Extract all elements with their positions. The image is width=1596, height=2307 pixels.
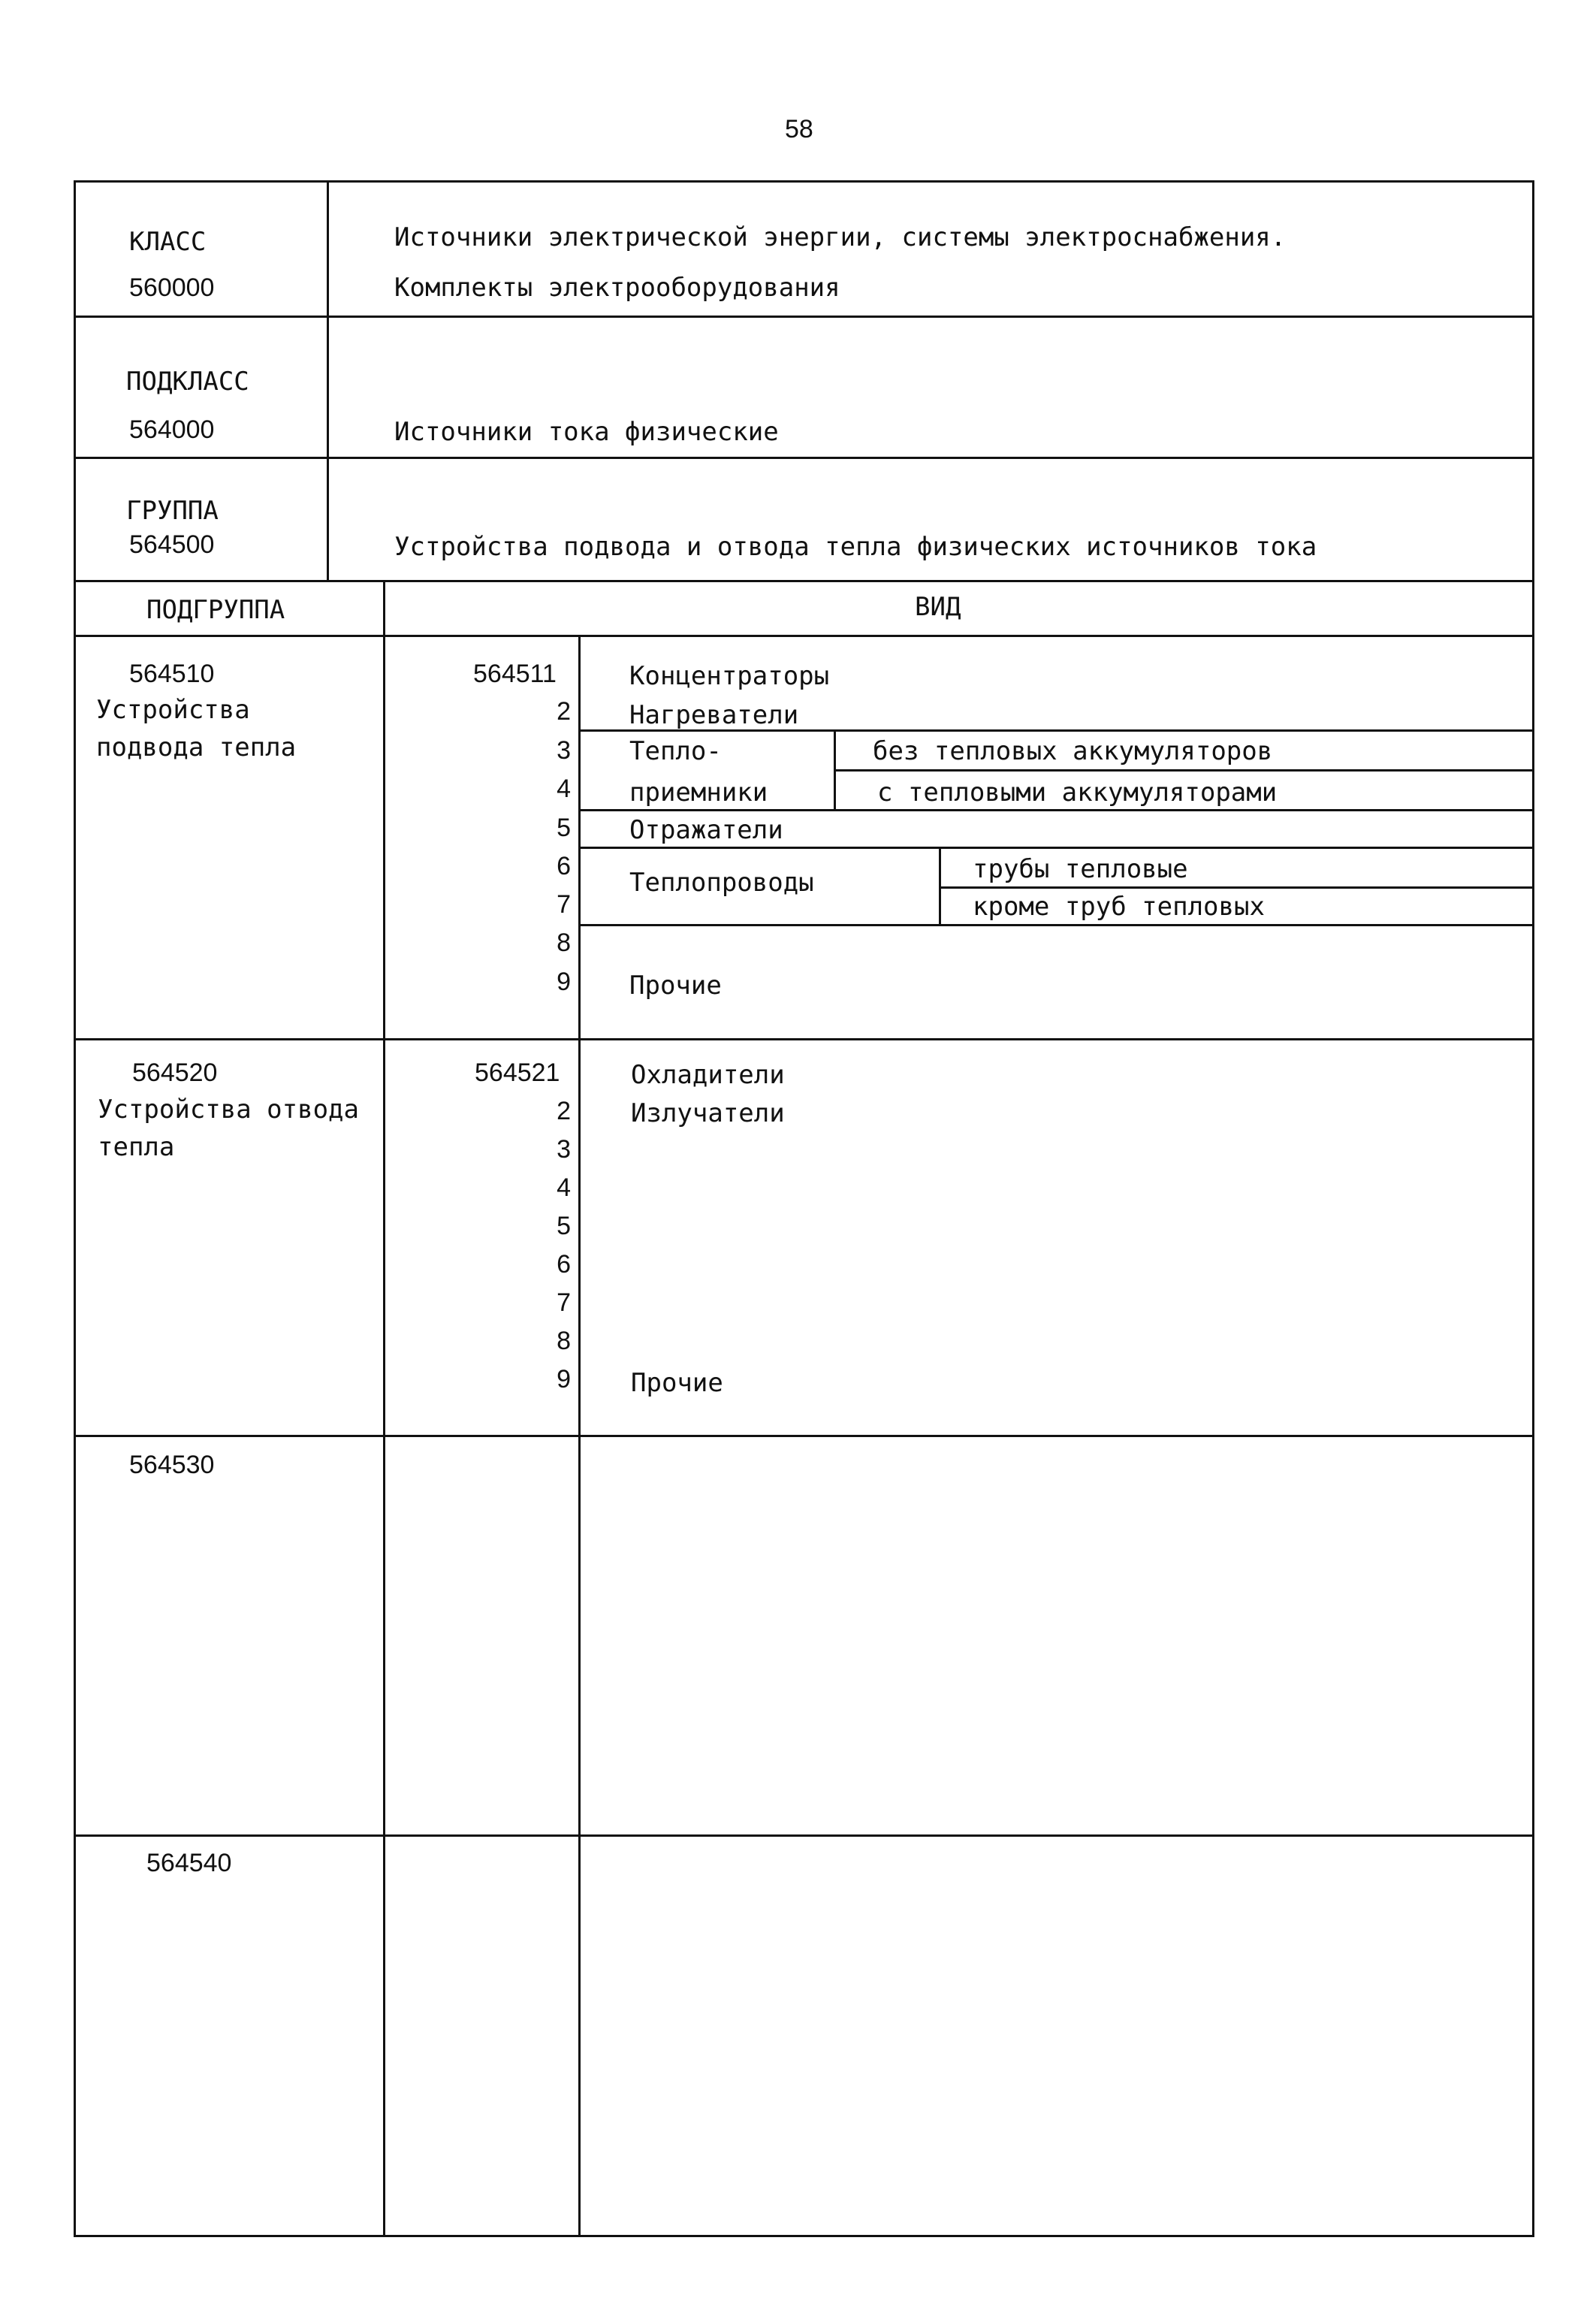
sub2-num: 9 bbox=[557, 1365, 571, 1394]
sub2-num: 7 bbox=[557, 1288, 571, 1317]
sub2-num: 8 bbox=[557, 1327, 571, 1355]
podklass-code: 564000 bbox=[129, 415, 215, 444]
sub1-item-3: без тепловых аккумуляторов bbox=[873, 736, 1273, 766]
klass-code: 560000 bbox=[129, 273, 215, 302]
sub1-item-5: Отражатели bbox=[629, 815, 783, 845]
sub2-num: 4 bbox=[557, 1173, 571, 1202]
header-vid: ВИД bbox=[915, 592, 961, 622]
podklass-label: ПОДКЛАСС bbox=[126, 367, 249, 397]
klass-label: КЛАСС bbox=[129, 227, 207, 257]
sub3-code: 564530 bbox=[129, 1451, 215, 1479]
sub1-item-4: с тепловыми аккумуляторами bbox=[877, 778, 1278, 808]
sub2-num: 5 bbox=[557, 1212, 571, 1240]
page-number: 58 bbox=[785, 115, 813, 143]
sub1-num: 7 bbox=[557, 890, 571, 919]
sub1-item-9: Прочие bbox=[629, 971, 722, 1001]
sub2-num: 6 bbox=[557, 1250, 571, 1279]
sub1-num: 3 bbox=[557, 736, 571, 765]
sub2-vid-code: 564521 bbox=[475, 1058, 560, 1087]
sub1-item-1: Концентраторы bbox=[629, 661, 830, 691]
sub2-item-1: Охладители bbox=[631, 1060, 785, 1090]
header-subgroup: ПОДГРУППА bbox=[146, 595, 285, 625]
klass-title-line1: Источники электрической энергии, системы электроснабжения. bbox=[394, 222, 1287, 252]
sub2-code: 564520 bbox=[132, 1058, 218, 1087]
sub2-num: 2 bbox=[557, 1097, 571, 1125]
gruppa-code: 564500 bbox=[129, 530, 215, 559]
sub1-code: 564510 bbox=[129, 660, 215, 688]
gruppa-label: ГРУППА bbox=[126, 496, 219, 526]
sub1-num: 2 bbox=[557, 697, 571, 726]
sub1-item-2: Нагреватели bbox=[629, 700, 799, 730]
sub1-item-6: трубы тепловые bbox=[973, 854, 1188, 884]
sub4-code: 564540 bbox=[146, 1849, 232, 1877]
sub2-item-2: Излучатели bbox=[631, 1098, 785, 1128]
sub1-tp-line1: Тепло- bbox=[629, 736, 722, 766]
sub1-name-line1: Устройства bbox=[96, 695, 250, 725]
podklass-title: Источники тока физические bbox=[394, 417, 779, 447]
sub1-num: 5 bbox=[557, 814, 571, 842]
sub1-num: 9 bbox=[557, 968, 571, 996]
sub1-name-line2: подвода тепла bbox=[96, 732, 297, 762]
sub2-name-line2: тепла bbox=[98, 1132, 175, 1162]
sub1-num: 8 bbox=[557, 929, 571, 957]
klass-title-line2: Комплекты электрооборудования bbox=[394, 273, 840, 303]
sub2-name-line1: Устройства отвода bbox=[98, 1095, 359, 1125]
sub1-num: 6 bbox=[557, 852, 571, 880]
sub1-num: 4 bbox=[557, 775, 571, 803]
sub2-item-9: Прочие bbox=[631, 1368, 723, 1398]
sub1-item-7: кроме труб тепловых bbox=[973, 892, 1265, 922]
sub1-tp-line2: приемники bbox=[629, 778, 768, 808]
sub1-vid-code: 564511 bbox=[473, 660, 557, 688]
sub2-num: 3 bbox=[557, 1135, 571, 1164]
sub1-teplo: Теплопроводы bbox=[629, 868, 814, 898]
gruppa-title: Устройства подвода и отвода тепла физических источников тока bbox=[394, 532, 1317, 562]
